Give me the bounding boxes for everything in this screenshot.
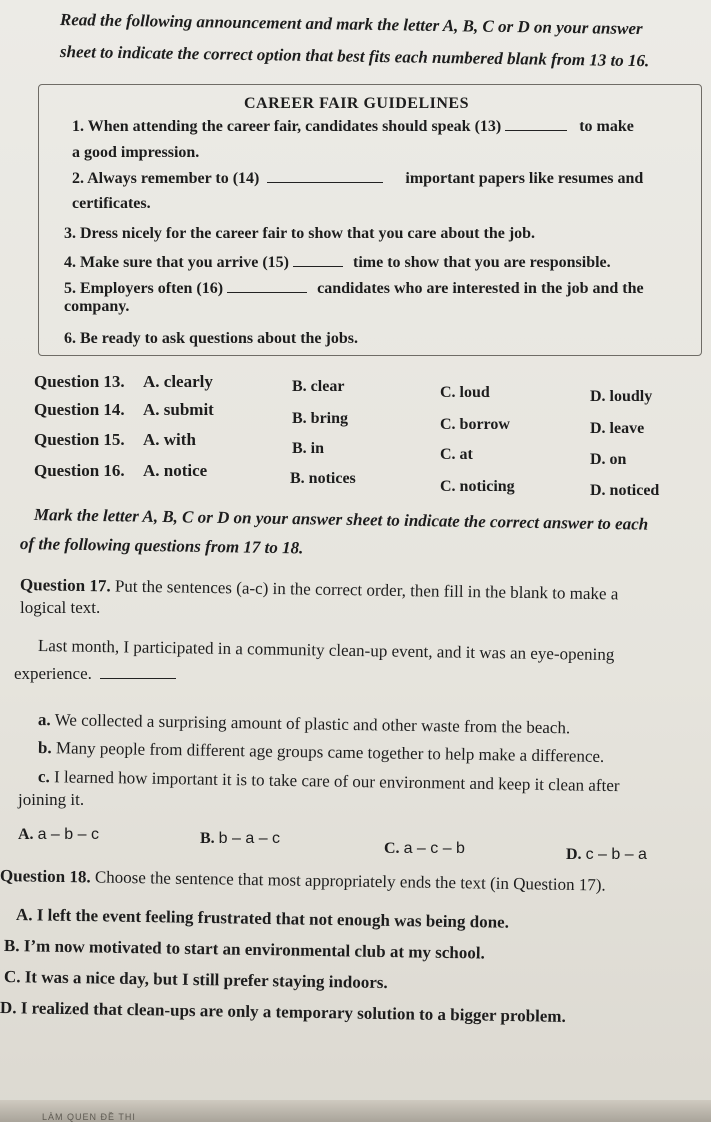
option-b[interactable]: B. bring — [292, 410, 349, 427]
option-b[interactable]: B. clear — [292, 378, 345, 395]
instruction-line-2: sheet to indicate the correct option that best fits each numbered blank from 13 to 16. — [59, 42, 650, 71]
guideline-item-2: 2. Always remember to (14) important papers like resumes and — [72, 170, 644, 187]
instruction-2-line-1: Mark the letter A, B, C or D on your answer sheet to indicate the correct answer to each — [33, 505, 649, 534]
guideline-item-3: 3. Dress nicely for the career fair to show that you care about the job. — [64, 225, 536, 242]
option-c[interactable]: C. noticing — [440, 478, 515, 495]
guideline-item-1-cont: a good impression. — [72, 144, 200, 161]
q18-option-a[interactable]: A. I left the event feeling frustrated that not enough was being done. — [15, 905, 510, 932]
q17-option-c[interactable]: C. a – c – b — [384, 840, 465, 857]
option-a[interactable]: A. clearly — [143, 372, 213, 391]
option-a[interactable]: A. with — [143, 430, 196, 449]
footer-text: LÀM QUEN ĐỀ THI — [42, 1112, 136, 1122]
option-a[interactable]: A. submit — [143, 400, 214, 419]
question-18: Question 18. Choose the sentence that most appropriately ends the text (in Question 17). — [0, 866, 606, 895]
q17-paragraph-cont: experience. — [14, 664, 176, 684]
option-b[interactable]: B. in — [292, 440, 325, 457]
q17-option-a[interactable]: A. a – b – c — [18, 826, 99, 843]
guideline-item-5-cont: company. — [64, 298, 130, 315]
q17-paragraph: Last month, I participated in a community clean-up event, and it was an eye-opening — [37, 636, 615, 665]
guidelines-title: CAREER FAIR GUIDELINES — [244, 95, 469, 112]
q17-sentence-c: c. I learned how important it is to take care of our environment and keep it clean after — [37, 767, 620, 796]
question-17-cont: logical text. — [20, 598, 101, 617]
guideline-item-5: 5. Employers often (16) candidates who are interested in the job and the — [64, 280, 644, 297]
q18-option-d[interactable]: D. I realized that clean-ups are only a temporary solution to a bigger problem. — [0, 998, 566, 1026]
question-label: Question 14. — [34, 400, 125, 419]
guideline-item-6: 6. Be ready to ask questions about the jobs. — [64, 330, 358, 347]
option-c[interactable]: C. borrow — [440, 416, 510, 433]
option-d[interactable]: D. on — [590, 451, 627, 468]
question-17: Question 17. Put the sentences (a-c) in the correct order, then fill in the blank to make a — [19, 575, 619, 604]
q17-option-d[interactable]: D. c – b – a — [566, 846, 647, 863]
guideline-item-4: 4. Make sure that you arrive (15) time to show that you are responsible. — [64, 254, 611, 271]
option-c[interactable]: C. at — [440, 446, 473, 463]
option-b[interactable]: B. notices — [290, 470, 356, 487]
option-d[interactable]: D. leave — [590, 420, 645, 437]
option-d[interactable]: D. noticed — [590, 482, 660, 499]
question-label: Question 15. — [34, 430, 125, 449]
instruction-2-line-2: of the following questions from 17 to 18. — [19, 534, 304, 558]
q18-option-c[interactable]: C. It was a nice day, but I still prefer staying indoors. — [3, 967, 388, 993]
q18-option-b[interactable]: B. I’m now motivated to start an environmental club at my school. — [3, 936, 485, 963]
instruction-line-1: Read the following announcement and mark the letter A, B, C or D on your answer — [59, 10, 643, 39]
guideline-item-2-cont: certificates. — [72, 195, 151, 212]
question-label: Question 16. — [34, 461, 125, 480]
q17-sentence-a: a. We collected a surprising amount of plastic and other waste from the beach. — [37, 710, 571, 738]
answer-blank[interactable] — [100, 677, 176, 679]
option-c[interactable]: C. loud — [440, 384, 490, 401]
q17-option-b[interactable]: B. b – a – c — [200, 830, 281, 847]
q17-sentence-b: b. Many people from different age groups came together to help make a difference. — [37, 738, 605, 766]
option-a[interactable]: A. notice — [143, 461, 208, 480]
guideline-item-1: 1. When attending the career fair, candidates should speak (13) to make — [72, 118, 634, 135]
option-d[interactable]: D. loudly — [590, 388, 653, 405]
q17-sentence-c-cont: joining it. — [18, 790, 85, 809]
question-label: Question 13. — [34, 372, 125, 391]
